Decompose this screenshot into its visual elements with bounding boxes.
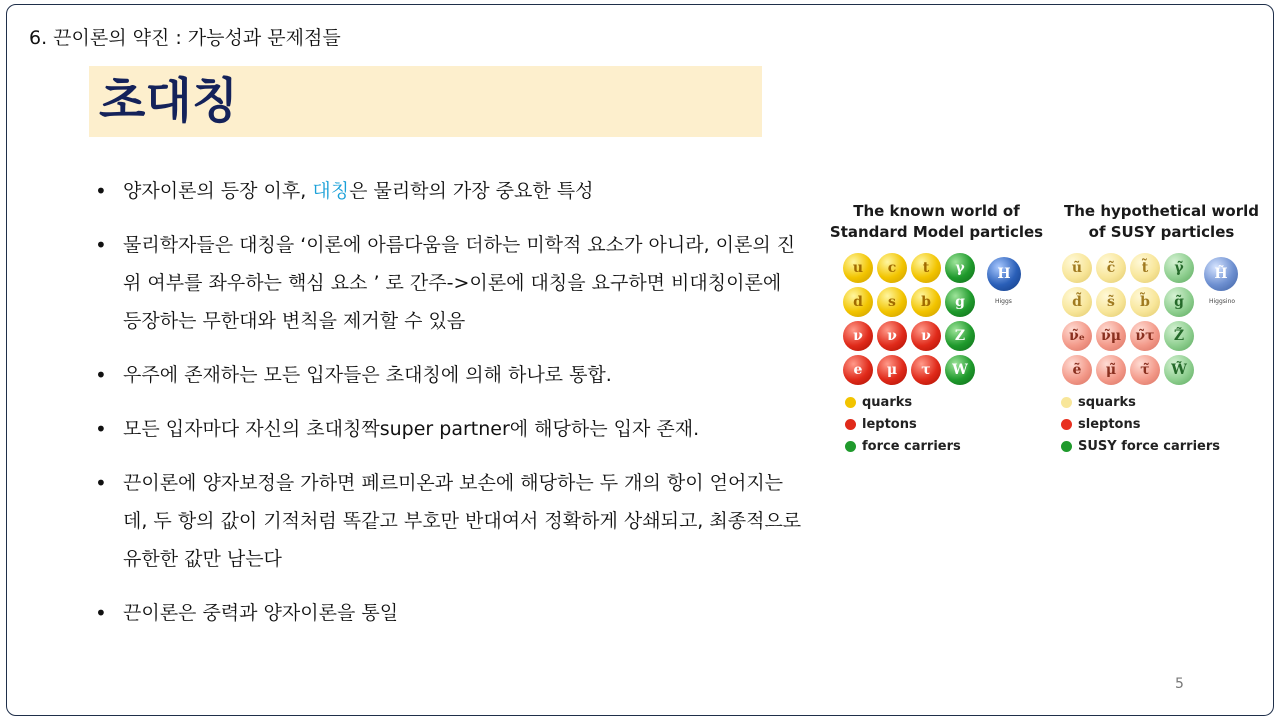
higgsino-particle: H̃ [1204, 257, 1238, 291]
susy-particle: Z̃ [1164, 321, 1194, 351]
sm-particle: Z [945, 321, 975, 351]
susy-particle: d̃ [1062, 287, 1092, 317]
susy-legend-dot [1061, 441, 1072, 452]
sm-legend-dot [845, 397, 856, 408]
sm-particle: ν [911, 321, 941, 351]
bullet-item: • 모든 입자마다 자신의 초대칭짝super partner에 해당하는 입자 존재. [95, 410, 805, 448]
susy-particle: τ̃ [1130, 355, 1160, 385]
sm-particle: s [877, 287, 907, 317]
bullet-item: • 끈이론에 양자보정을 가하면 페르미온과 보손에 해당하는 두 개의 항이 얻어지는데, 두 항의 값이 기적처럼 똑같고 부호만 반대여서 정확하게 상쇄되고, 최종적으로 유한한 값만 남는다 [95, 464, 805, 578]
sm-particle: e [843, 355, 873, 385]
sm-particle: c [877, 253, 907, 283]
page-number: 5 [1175, 676, 1184, 692]
sm-particle: γ [945, 253, 975, 283]
susy-particle: ẽ [1062, 355, 1092, 385]
susy-particle: W̃ [1164, 355, 1194, 385]
sm-legend-label: quarks [862, 395, 913, 410]
sm-particle: W [945, 355, 975, 385]
sm-legend-dot [845, 441, 856, 452]
susy-legend-dot [1061, 397, 1072, 408]
bullet-list [95, 172, 805, 648]
slide-title: 초대칭 [99, 73, 239, 129]
susy-particle: c̃ [1096, 253, 1126, 283]
sm-particle: ν [877, 321, 907, 351]
higgs-label: Higgs [995, 298, 1012, 305]
susy-particle: γ̃ [1164, 253, 1194, 283]
susy-particle: g̃ [1164, 287, 1194, 317]
sm-particle: t [911, 253, 941, 283]
section-header: 6. 끈이론의 약진 : 가능성과 문제점들 [29, 27, 341, 49]
susy-legend-label: squarks [1078, 395, 1136, 410]
sm-particle: b [911, 287, 941, 317]
susy-title: The hypothetical world of SUSY particles [1064, 202, 1259, 241]
susy-legend-dot [1061, 419, 1072, 430]
sm-particle: d [843, 287, 873, 317]
highlight-text: 대칭 [312, 180, 350, 202]
sm-legend-dot [845, 419, 856, 430]
susy-particle: s̃ [1096, 287, 1126, 317]
slide [6, 4, 1274, 716]
bullet-item: • 끈이론은 중력과 양자이론을 통일 [95, 594, 805, 632]
susy-particle: μ̃ [1096, 355, 1126, 385]
title-box [89, 66, 762, 137]
sm-legend-label: leptons [862, 417, 917, 432]
bullet-item: • 물리학자들은 대칭을 ‘이론에 아름다움을 더하는 미학적 요소가 아니라, 이론의 진위 여부를 좌우하는 핵심 요소 ’ 로 간주->이론에 대칭을 요구하면 비대칭이론에 등장하는 무한대와 변칙을 제거할 수 있음 [95, 226, 805, 340]
susy-particle: b̃ [1130, 287, 1160, 317]
sm-particle: g [945, 287, 975, 317]
bullet-item: • 양자이론의 등장 이후, 대칭은 물리학의 가장 중요한 특성 [95, 172, 805, 210]
susy-legend-label: sleptons [1078, 417, 1141, 432]
susy-particle: ν̃ₑ [1062, 321, 1092, 351]
sm-legend-label: force carriers [862, 439, 961, 454]
sm-title: The known world of Standard Model particles [829, 202, 1044, 241]
bullet-item: • 우주에 존재하는 모든 입자들은 초대칭에 의해 하나로 통합. [95, 356, 805, 394]
sm-particle: ν [843, 321, 873, 351]
susy-legend-label: SUSY force carriers [1078, 439, 1220, 454]
sm-particle: μ [877, 355, 907, 385]
particle-figure [829, 181, 1274, 461]
higgsino-label: Higgsino [1209, 298, 1236, 305]
sm-particle: τ [911, 355, 941, 385]
susy-particle: ν̃τ [1130, 321, 1160, 351]
susy-particle: ũ [1062, 253, 1092, 283]
susy-particle: t̃ [1130, 253, 1160, 283]
sm-particle: u [843, 253, 873, 283]
higgs-particle: H [987, 257, 1021, 291]
susy-particle: ν̃μ [1096, 321, 1126, 351]
